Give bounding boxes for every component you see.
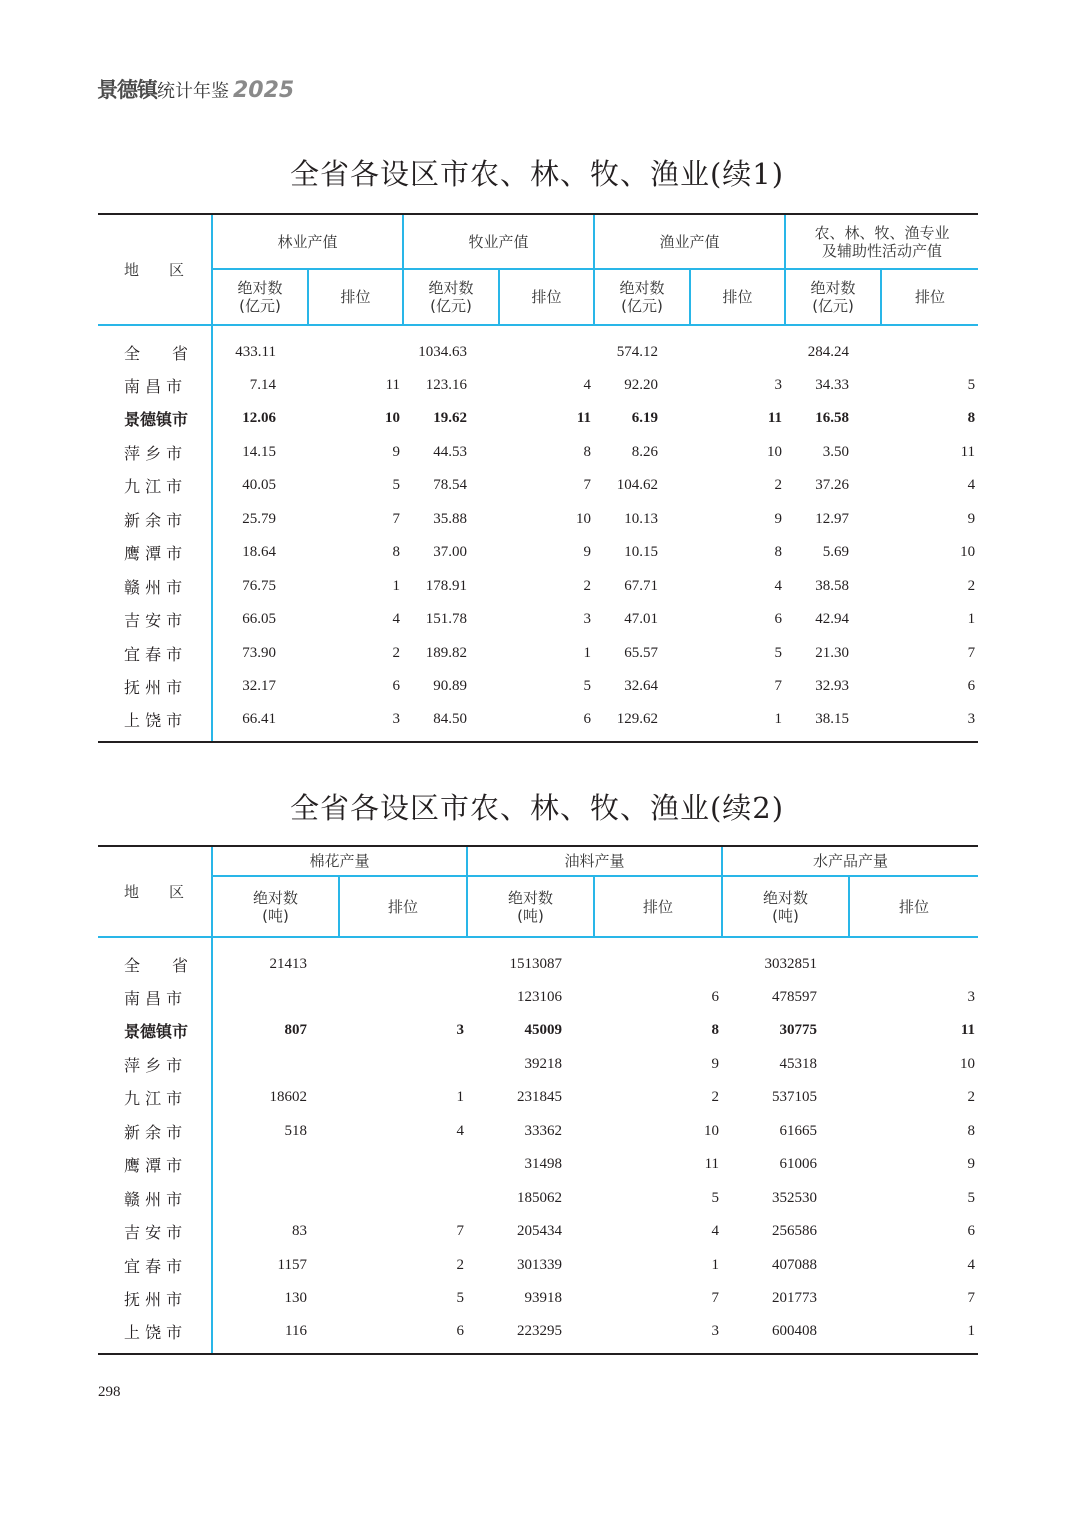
rank-cell: 11 — [960, 443, 976, 460]
rank-cell: 7 — [392, 510, 401, 527]
area-cell: 新 余 市 — [124, 510, 183, 530]
value-cell: 352530 — [772, 1189, 818, 1206]
value-cell: 301339 — [517, 1256, 563, 1273]
area-cell: 鹰 潭 市 — [124, 544, 183, 564]
area-cell: 吉 安 市 — [124, 1223, 183, 1243]
rank-cell: 5 — [711, 1189, 720, 1206]
area-cell: 赣 州 市 — [124, 1189, 183, 1209]
rank-cell — [339, 981, 467, 1015]
value-cell: 223295 — [467, 1316, 594, 1355]
rank-cell: 9 — [583, 544, 592, 561]
rank-cell: 11 — [576, 410, 592, 427]
value-cell: 433.11 — [212, 325, 308, 369]
value-cell: 40.05 — [212, 469, 308, 503]
rank-cell: 2 — [967, 1089, 976, 1106]
rank-cell: 3 — [456, 1022, 465, 1039]
value-cell — [212, 1148, 339, 1182]
rank-cell: 5 — [456, 1290, 465, 1307]
table-row — [98, 1081, 978, 1115]
rank-cell: 9 — [967, 1156, 976, 1173]
rank-cell: 10 — [704, 1122, 720, 1139]
value-cell: 205434 — [517, 1223, 563, 1240]
value-cell — [212, 1048, 339, 1082]
group-header: 棉花产量 — [212, 846, 467, 876]
table-row — [98, 670, 978, 704]
rank-cell: 2 — [967, 577, 976, 594]
value-cell: 3.50 — [822, 443, 850, 460]
value-cell: 61006 — [779, 1156, 818, 1173]
value-cell: 123106 — [517, 988, 563, 1005]
rank-cell — [308, 325, 403, 369]
rank-header: 排位 — [499, 269, 594, 325]
rank-cell: 2 — [774, 477, 783, 494]
value-cell: 84.50 — [403, 704, 499, 743]
value-cell: 1157 — [212, 1249, 339, 1283]
rank-cell: 3 — [967, 988, 976, 1005]
value-cell: 256586 — [772, 1223, 818, 1240]
rank-cell — [594, 937, 722, 981]
table2 — [98, 845, 978, 1355]
value-cell: 19.62 — [433, 410, 468, 427]
table-row — [98, 1316, 978, 1355]
rank-cell: 9 — [967, 510, 976, 527]
group-header: 油料产量 — [467, 846, 722, 876]
table1-title: 全省各设区市农、林、牧、渔业(续1) — [289, 157, 785, 191]
rank-cell: 4 — [967, 1256, 976, 1273]
value-cell: 1513087 — [509, 955, 563, 972]
rank-header: 排位 — [690, 269, 785, 325]
area-cell: 景德镇市 — [124, 410, 189, 430]
value-cell — [212, 981, 339, 1015]
rank-header: 排位 — [849, 876, 978, 937]
table-row — [98, 469, 978, 503]
group-header: 渔业产值 — [594, 214, 785, 269]
value-cell: 92.20 — [624, 376, 659, 393]
rank-cell: 4 — [583, 376, 592, 393]
rank-cell — [499, 325, 594, 369]
rank-cell — [339, 1182, 467, 1216]
rank-cell: 5 — [583, 678, 592, 695]
rank-cell: 6 — [339, 1316, 467, 1355]
value-cell: 6.19 — [631, 410, 659, 427]
rank-cell: 9 — [711, 1055, 720, 1072]
rank-cell: 2 — [456, 1256, 465, 1273]
value-cell: 78.54 — [433, 477, 468, 494]
value-cell: 12.06 — [212, 402, 308, 436]
value-cell: 284.24 — [807, 343, 850, 360]
rank-cell: 5 — [967, 1189, 976, 1206]
rank-cell: 2 — [583, 577, 592, 594]
rank-cell — [881, 325, 978, 369]
rank-cell: 6 — [711, 988, 720, 1005]
rank-cell: 3 — [583, 611, 592, 628]
value-cell: 407088 — [772, 1256, 818, 1273]
abs-header: 绝对数 (亿元) — [594, 269, 690, 325]
value-cell — [212, 1182, 339, 1216]
rank-cell: 3 — [594, 1316, 722, 1355]
table-row — [98, 369, 978, 403]
value-cell: 45318 — [779, 1055, 818, 1072]
rank-cell: 7 — [967, 1290, 976, 1307]
header-brand: 景德镇 — [97, 78, 157, 102]
area-cell: 全 省 — [124, 343, 189, 363]
rank-cell — [339, 1048, 467, 1082]
rank-cell: 7 — [583, 477, 592, 494]
rank-cell: 1 — [967, 611, 976, 628]
value-cell: 30775 — [779, 1022, 818, 1039]
value-cell: 65.57 — [624, 644, 659, 661]
rank-cell: 3 — [774, 376, 783, 393]
value-cell: 21413 — [212, 937, 339, 981]
abs-header: 绝对数 (吨) — [722, 876, 849, 937]
rank-cell: 7 — [967, 644, 976, 661]
value-cell: 31498 — [524, 1156, 563, 1173]
rank-cell — [849, 937, 978, 981]
rank-cell: 11 — [960, 1022, 976, 1039]
rank-cell — [339, 937, 467, 981]
rank-cell: 6 — [392, 678, 401, 695]
rank-cell: 4 — [711, 1223, 720, 1240]
rank-cell: 5 — [392, 477, 401, 494]
rank-cell: 8 — [711, 1022, 720, 1039]
table-row — [98, 436, 978, 470]
value-cell: 67.71 — [624, 577, 659, 594]
value-cell: 600408 — [722, 1316, 849, 1355]
rank-cell: 2 — [711, 1089, 720, 1106]
rank-cell — [690, 325, 785, 369]
value-cell: 34.33 — [815, 376, 850, 393]
value-cell: 3032851 — [764, 955, 818, 972]
area-cell: 上 饶 市 — [98, 704, 212, 743]
table-row — [98, 402, 978, 436]
rank-cell: 6 — [967, 1223, 976, 1240]
rank-cell: 1 — [711, 1256, 720, 1273]
value-cell: 104.62 — [616, 477, 659, 494]
rank-cell: 10 — [767, 443, 783, 460]
rank-cell: 7 — [711, 1290, 720, 1307]
area-cell: 全 省 — [124, 955, 189, 975]
running-header — [97, 74, 294, 104]
rank-header: 排位 — [308, 269, 403, 325]
area-cell: 南 昌 市 — [124, 988, 183, 1008]
area-cell: 抚 州 市 — [124, 678, 183, 698]
table-row — [98, 637, 978, 671]
area-cell: 鹰 潭 市 — [124, 1156, 183, 1176]
value-cell: 16.58 — [815, 410, 850, 427]
value-cell: 42.94 — [815, 611, 850, 628]
group-header: 水产品产量 — [722, 846, 978, 876]
rank-cell: 3 — [308, 704, 403, 743]
value-cell: 178.91 — [425, 577, 468, 594]
rank-cell: 4 — [392, 611, 401, 628]
area-cell: 九 江 市 — [124, 477, 183, 497]
table-row — [98, 536, 978, 570]
value-cell: 61665 — [779, 1122, 818, 1139]
rank-cell: 6 — [499, 704, 594, 743]
value-cell: 38.58 — [815, 577, 850, 594]
value-cell: 574.12 — [616, 343, 659, 360]
table-row — [98, 1182, 978, 1216]
rank-cell: 2 — [392, 644, 401, 661]
rank-cell: 8 — [392, 544, 401, 561]
value-cell: 189.82 — [425, 644, 468, 661]
rank-cell: 10 — [576, 510, 592, 527]
value-cell: 116 — [212, 1316, 339, 1355]
value-cell: 123.16 — [425, 376, 468, 393]
table-row — [98, 1048, 978, 1082]
value-cell: 130 — [212, 1282, 339, 1316]
value-cell: 478597 — [772, 988, 818, 1005]
rank-cell: 10 — [960, 544, 976, 561]
table-row — [98, 1249, 978, 1283]
area-cell: 宜 春 市 — [124, 644, 183, 664]
table-row — [98, 570, 978, 604]
rank-cell: 8 — [967, 410, 976, 427]
rank-cell: 5 — [967, 376, 976, 393]
group-header-line1: 农、林、牧、渔专业 — [814, 223, 950, 242]
rank-cell: 11 — [767, 410, 783, 427]
rank-cell: 1 — [690, 704, 785, 743]
abs-header: 绝对数 (亿元) — [403, 269, 499, 325]
value-cell: 93918 — [524, 1290, 563, 1307]
table-row — [98, 981, 978, 1015]
rank-cell: 1 — [392, 577, 401, 594]
table-row — [98, 937, 978, 981]
group-header-line2: 及辅助性活动产值 — [822, 241, 943, 260]
rank-cell: 1 — [849, 1316, 978, 1355]
rank-cell: 11 — [704, 1156, 720, 1173]
table-row — [98, 1115, 978, 1149]
value-cell: 151.78 — [425, 611, 468, 628]
value-cell: 37.00 — [433, 544, 468, 561]
rank-cell: 4 — [456, 1122, 465, 1139]
header-subtitle: 统计年鉴 — [157, 81, 229, 102]
value-cell: 39218 — [524, 1055, 563, 1072]
rank-cell: 9 — [392, 443, 401, 460]
rank-cell: 6 — [774, 611, 783, 628]
header-year: 2025 — [233, 78, 295, 103]
value-cell: 231845 — [517, 1089, 563, 1106]
rank-header: 排位 — [881, 269, 978, 325]
area-header: 地 区 — [98, 846, 212, 937]
area-cell: 萍 乡 市 — [124, 443, 183, 463]
area-cell: 抚 州 市 — [124, 1290, 183, 1310]
rank-cell: 4 — [967, 477, 976, 494]
rank-header: 排位 — [594, 876, 722, 937]
rank-cell: 3 — [881, 704, 978, 743]
abs-header: 绝对数 (吨) — [467, 876, 594, 937]
value-cell: 18.64 — [212, 536, 308, 570]
rank-cell: 4 — [774, 577, 783, 594]
rank-cell: 6 — [967, 678, 976, 695]
table-row — [98, 1148, 978, 1182]
rank-cell — [339, 1148, 467, 1182]
rank-cell: 8 — [774, 544, 783, 561]
value-cell: 66.41 — [212, 704, 308, 743]
value-cell: 90.89 — [433, 678, 468, 695]
value-cell: 7.14 — [212, 369, 308, 403]
area-cell: 吉 安 市 — [124, 611, 183, 631]
value-cell: 14.15 — [212, 436, 308, 470]
table1 — [98, 213, 978, 743]
area-cell: 新 余 市 — [124, 1122, 183, 1142]
value-cell: 83 — [212, 1215, 339, 1249]
area-cell: 萍 乡 市 — [124, 1055, 183, 1075]
area-cell: 景德镇市 — [124, 1022, 189, 1042]
value-cell: 35.88 — [433, 510, 468, 527]
value-cell: 12.97 — [815, 510, 850, 527]
value-cell: 73.90 — [212, 637, 308, 671]
rank-cell: 10 — [385, 410, 401, 427]
group-header: 牧业产值 — [403, 214, 594, 269]
value-cell: 44.53 — [433, 443, 468, 460]
table-row — [98, 325, 978, 369]
table-row — [98, 603, 978, 637]
value-cell: 32.17 — [212, 670, 308, 704]
value-cell: 807 — [212, 1014, 339, 1048]
value-cell: 5.69 — [822, 544, 850, 561]
value-cell: 25.79 — [212, 503, 308, 537]
value-cell: 38.15 — [785, 704, 881, 743]
table-row — [98, 503, 978, 537]
area-cell: 上 饶 市 — [98, 1316, 212, 1355]
table2-title: 全省各设区市农、林、牧、渔业(续2) — [289, 791, 785, 825]
area-header: 地 区 — [98, 214, 212, 325]
area-cell: 赣 州 市 — [124, 577, 183, 597]
value-cell: 76.75 — [212, 570, 308, 604]
rank-cell: 1 — [583, 644, 592, 661]
area-cell: 九 江 市 — [124, 1089, 183, 1109]
page-number: 298 — [98, 1384, 121, 1400]
rank-cell: 8 — [583, 443, 592, 460]
value-cell: 1034.63 — [418, 343, 468, 360]
value-cell: 33362 — [524, 1122, 563, 1139]
value-cell: 66.05 — [212, 603, 308, 637]
value-cell: 518 — [212, 1115, 339, 1149]
abs-header: 绝对数 (亿元) — [785, 269, 881, 325]
value-cell: 8.26 — [631, 443, 659, 460]
rank-cell: 7 — [774, 678, 783, 695]
value-cell: 21.30 — [815, 644, 850, 661]
table-row — [98, 1014, 978, 1048]
rank-cell: 1 — [456, 1089, 465, 1106]
value-cell: 18602 — [212, 1081, 339, 1115]
rank-cell: 7 — [456, 1223, 465, 1240]
rank-cell: 8 — [967, 1122, 976, 1139]
area-cell: 宜 春 市 — [124, 1256, 183, 1276]
rank-cell: 10 — [960, 1055, 976, 1072]
area-cell: 南 昌 市 — [124, 376, 183, 396]
rank-header: 排位 — [339, 876, 467, 937]
value-cell: 201773 — [772, 1290, 818, 1307]
group-header: 林业产值 — [212, 214, 403, 269]
value-cell: 47.01 — [624, 611, 659, 628]
value-cell: 10.15 — [624, 544, 659, 561]
rank-cell: 11 — [385, 376, 401, 393]
value-cell: 185062 — [517, 1189, 563, 1206]
rank-cell: 9 — [774, 510, 783, 527]
value-cell: 32.64 — [624, 678, 659, 695]
value-cell: 32.93 — [815, 678, 850, 695]
table-row — [98, 704, 978, 743]
value-cell: 45009 — [524, 1022, 563, 1039]
value-cell: 10.13 — [624, 510, 659, 527]
abs-header: 绝对数 (吨) — [212, 876, 339, 937]
value-cell: 129.62 — [594, 704, 690, 743]
group-header — [785, 214, 978, 269]
table-row — [98, 1282, 978, 1316]
table-row — [98, 1215, 978, 1249]
value-cell: 37.26 — [815, 477, 850, 494]
rank-cell: 5 — [774, 644, 783, 661]
value-cell: 537105 — [772, 1089, 818, 1106]
abs-header: 绝对数 (亿元) — [212, 269, 308, 325]
